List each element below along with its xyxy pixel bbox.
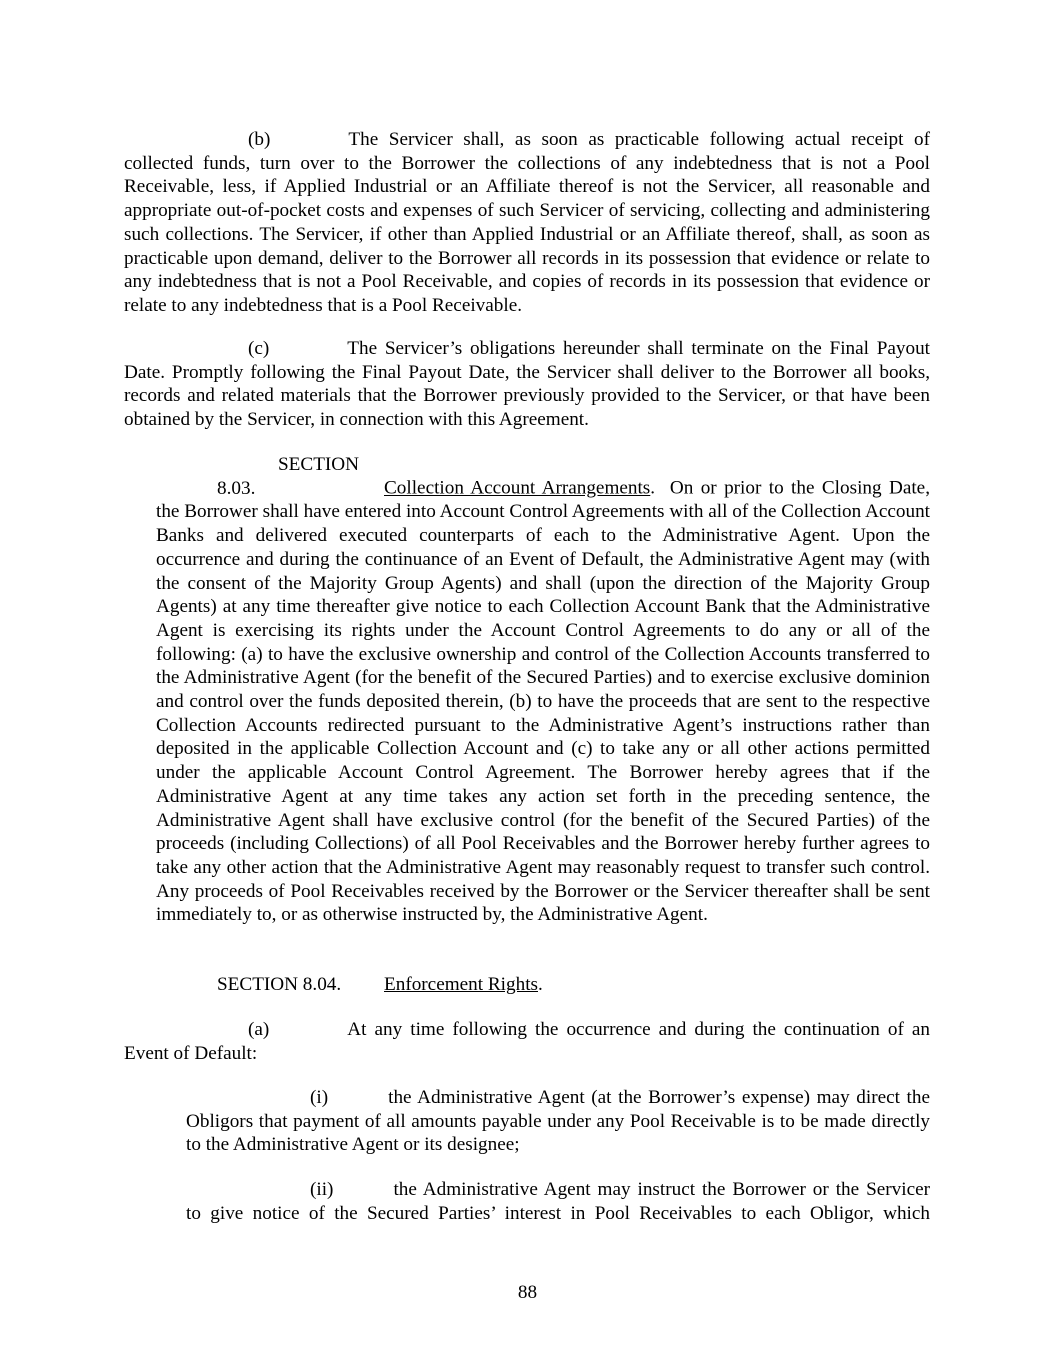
section-8-04-number: SECTION 8.04. bbox=[217, 974, 342, 995]
paragraph-c-text: The Servicer’s obligations hereunder shall terminate on the Final Payout Date. Promptly following the Final Payout Date, the Servicer shall deliver to the Borrower all books, records and related materials that the Borrower previously provided to the Servicer, or that have been obtained by the Servicer, in connection with this Agreement. bbox=[124, 338, 930, 431]
section-8-04: SECTION 8.04. Enforcement Rights. bbox=[217, 974, 543, 995]
page-number: 88 bbox=[517, 1282, 538, 1303]
paragraph-i bbox=[186, 1086, 930, 1157]
section-8-03-text: On or prior to the Closing Date, the Borrower shall have entered into Account Control Agreements with all of the Collection Account Banks and delivered executed counterparts of each to the Administrative Agent. Upon the occurrence and during the continuance of an Event of Default, the Administrative Agent may (with the consent of the Majority Group Agents) and shall (upon the direction of the Majority Group Agents) at any time thereafter give notice to each Collection Account Bank that the Administrative Agent is exercising its rights under the Account Control Agreements to do any or all of the following: (a) to have the exclusive ownership and control of the Collection Accounts transferred to the Administrative Agent (for the benefit of the Secured Parties) and to exercise exclusive dominion and control over the funds deposited therein, (b) to have the proceeds that are sent to the respective Collection Accounts redirected pursuant to the Administrative Agent’s instructions rather than deposited in the applicable Collection Account and (c) to take any or all other actions permitted under the applicable Account Control Agreement. The Borrower hereby agrees that if the Administrative Agent at any time takes any action set forth in the preceding sentence, the Administrative Agent shall have exclusive control (for the benefit of the Secured Parties) of the proceeds (including Collections) of all Pool Receivables and the Borrower hereby further agrees to take any other action that the Administrative Agent may reasonably request to transfer such control. Any proceeds of Pool Receivables received by the Borrower or the Servicer thereafter shall be sent immediately to, or as otherwise instructed by, the Administrative Agent. bbox=[156, 477, 930, 926]
section-8-04-title: Enforcement Rights bbox=[384, 974, 538, 995]
paragraph-i-text: the Administrative Agent (at the Borrower’s expense) may direct the Obligors that payment of all amounts payable under any Pool Receivable is to be made directly to the Administrative Agent or its designee; bbox=[186, 1087, 930, 1156]
paragraph-b-marker: (b) bbox=[248, 129, 271, 150]
paragraph-a-line1 bbox=[248, 1018, 930, 1042]
paragraph-i-marker: (i) bbox=[310, 1087, 329, 1108]
paragraph-a-text-line1: At any time following the occurrence and during the continuation of an bbox=[347, 1019, 930, 1040]
paragraph-a-line2 bbox=[124, 1042, 930, 1066]
paragraph-ii-text: the Administrative Agent may instruct the Borrower or the Servicer to give notice of the Secured Parties’ interest in Pool Receivables to each Obligor, which bbox=[186, 1179, 930, 1224]
paragraph-ii bbox=[186, 1178, 930, 1225]
paragraph-c-marker: (c) bbox=[248, 338, 270, 359]
section-8-03-number: SECTION 8.03. bbox=[217, 454, 360, 499]
paragraph-ii-marker: (ii) bbox=[310, 1179, 334, 1200]
paragraph-c bbox=[124, 337, 930, 432]
section-8-03-title: Collection Account Arrangements bbox=[384, 477, 651, 499]
paragraph-a-text-line2: Event of Default: bbox=[124, 1043, 258, 1064]
paragraph-b-text: The Servicer shall, as soon as practicable following actual receipt of collected funds, turn over to the Borrower the collections of any indebtedness that is not a Pool Receivable, less, if Applied Industrial or an Affiliate thereof is not the Servicer, all reasonable and appropriate out-of-pocket costs and expenses of such Servicer of servicing, collecting and administering such collections. The Servicer, if other than Applied Industrial or an Affiliate thereof, shall, as soon as practicable upon demand, deliver to the Borrower all records in its possession that evidence or relate to any indebtedness that is not a Pool Receivable, and copies of records in its possession that evidence or relate to any indebtedness that is a Pool Receivable. bbox=[124, 129, 930, 316]
paragraph-a-marker: (a) bbox=[248, 1019, 270, 1040]
paragraph-b bbox=[124, 128, 930, 318]
section-8-03: SECTION 8.03. Collection Account Arrangements. On or prior to the Closing Date, the Borrower shall have entered into Account Control Agreements with all of the Collection Account Banks and delivered executed counterparts of each to the Administrative Agent. Upon the occurrence and during the continuance of an Event of Default, the Administrative Agent may (with the consent of the Majority Group Agents) and shall (upon the direction of the Majority Group Agents) at any time thereafter give notice to each Collection Account Bank that the Administrative Agent is exercising its rights under the Account Control Agreements to do any or all of the following: (a) to have the exclusive ownership and control of the Collection Accounts transferred to the Administrative Agent (for the benefit of the Secured Parties) and to exercise exclusive dominion and control over the funds deposited therein, (b) to have the proceeds that are sent to the respective Collection Accounts redirected pursuant to the Administrative Agent’s instructions rather than deposited in the applicable Collection Account and (c) to take any or all other actions permitted under the applicable Account Control Agreement. The Borrower hereby agrees that if the Administrative Agent at any time takes any action set forth in the preceding sentence, the Administrative Agent shall have exclusive control (for the benefit of the Secured Parties) of the proceeds (including Collections) of all Pool Receivables and the Borrower hereby further agrees to take any other action that the Administrative Agent may reasonably request to transfer such control. Any proceeds of Pool Receivables received by the Borrower or the Servicer thereafter shall be sent immediately to, or as otherwise instructed by, the Administrative Agent. bbox=[156, 454, 930, 926]
